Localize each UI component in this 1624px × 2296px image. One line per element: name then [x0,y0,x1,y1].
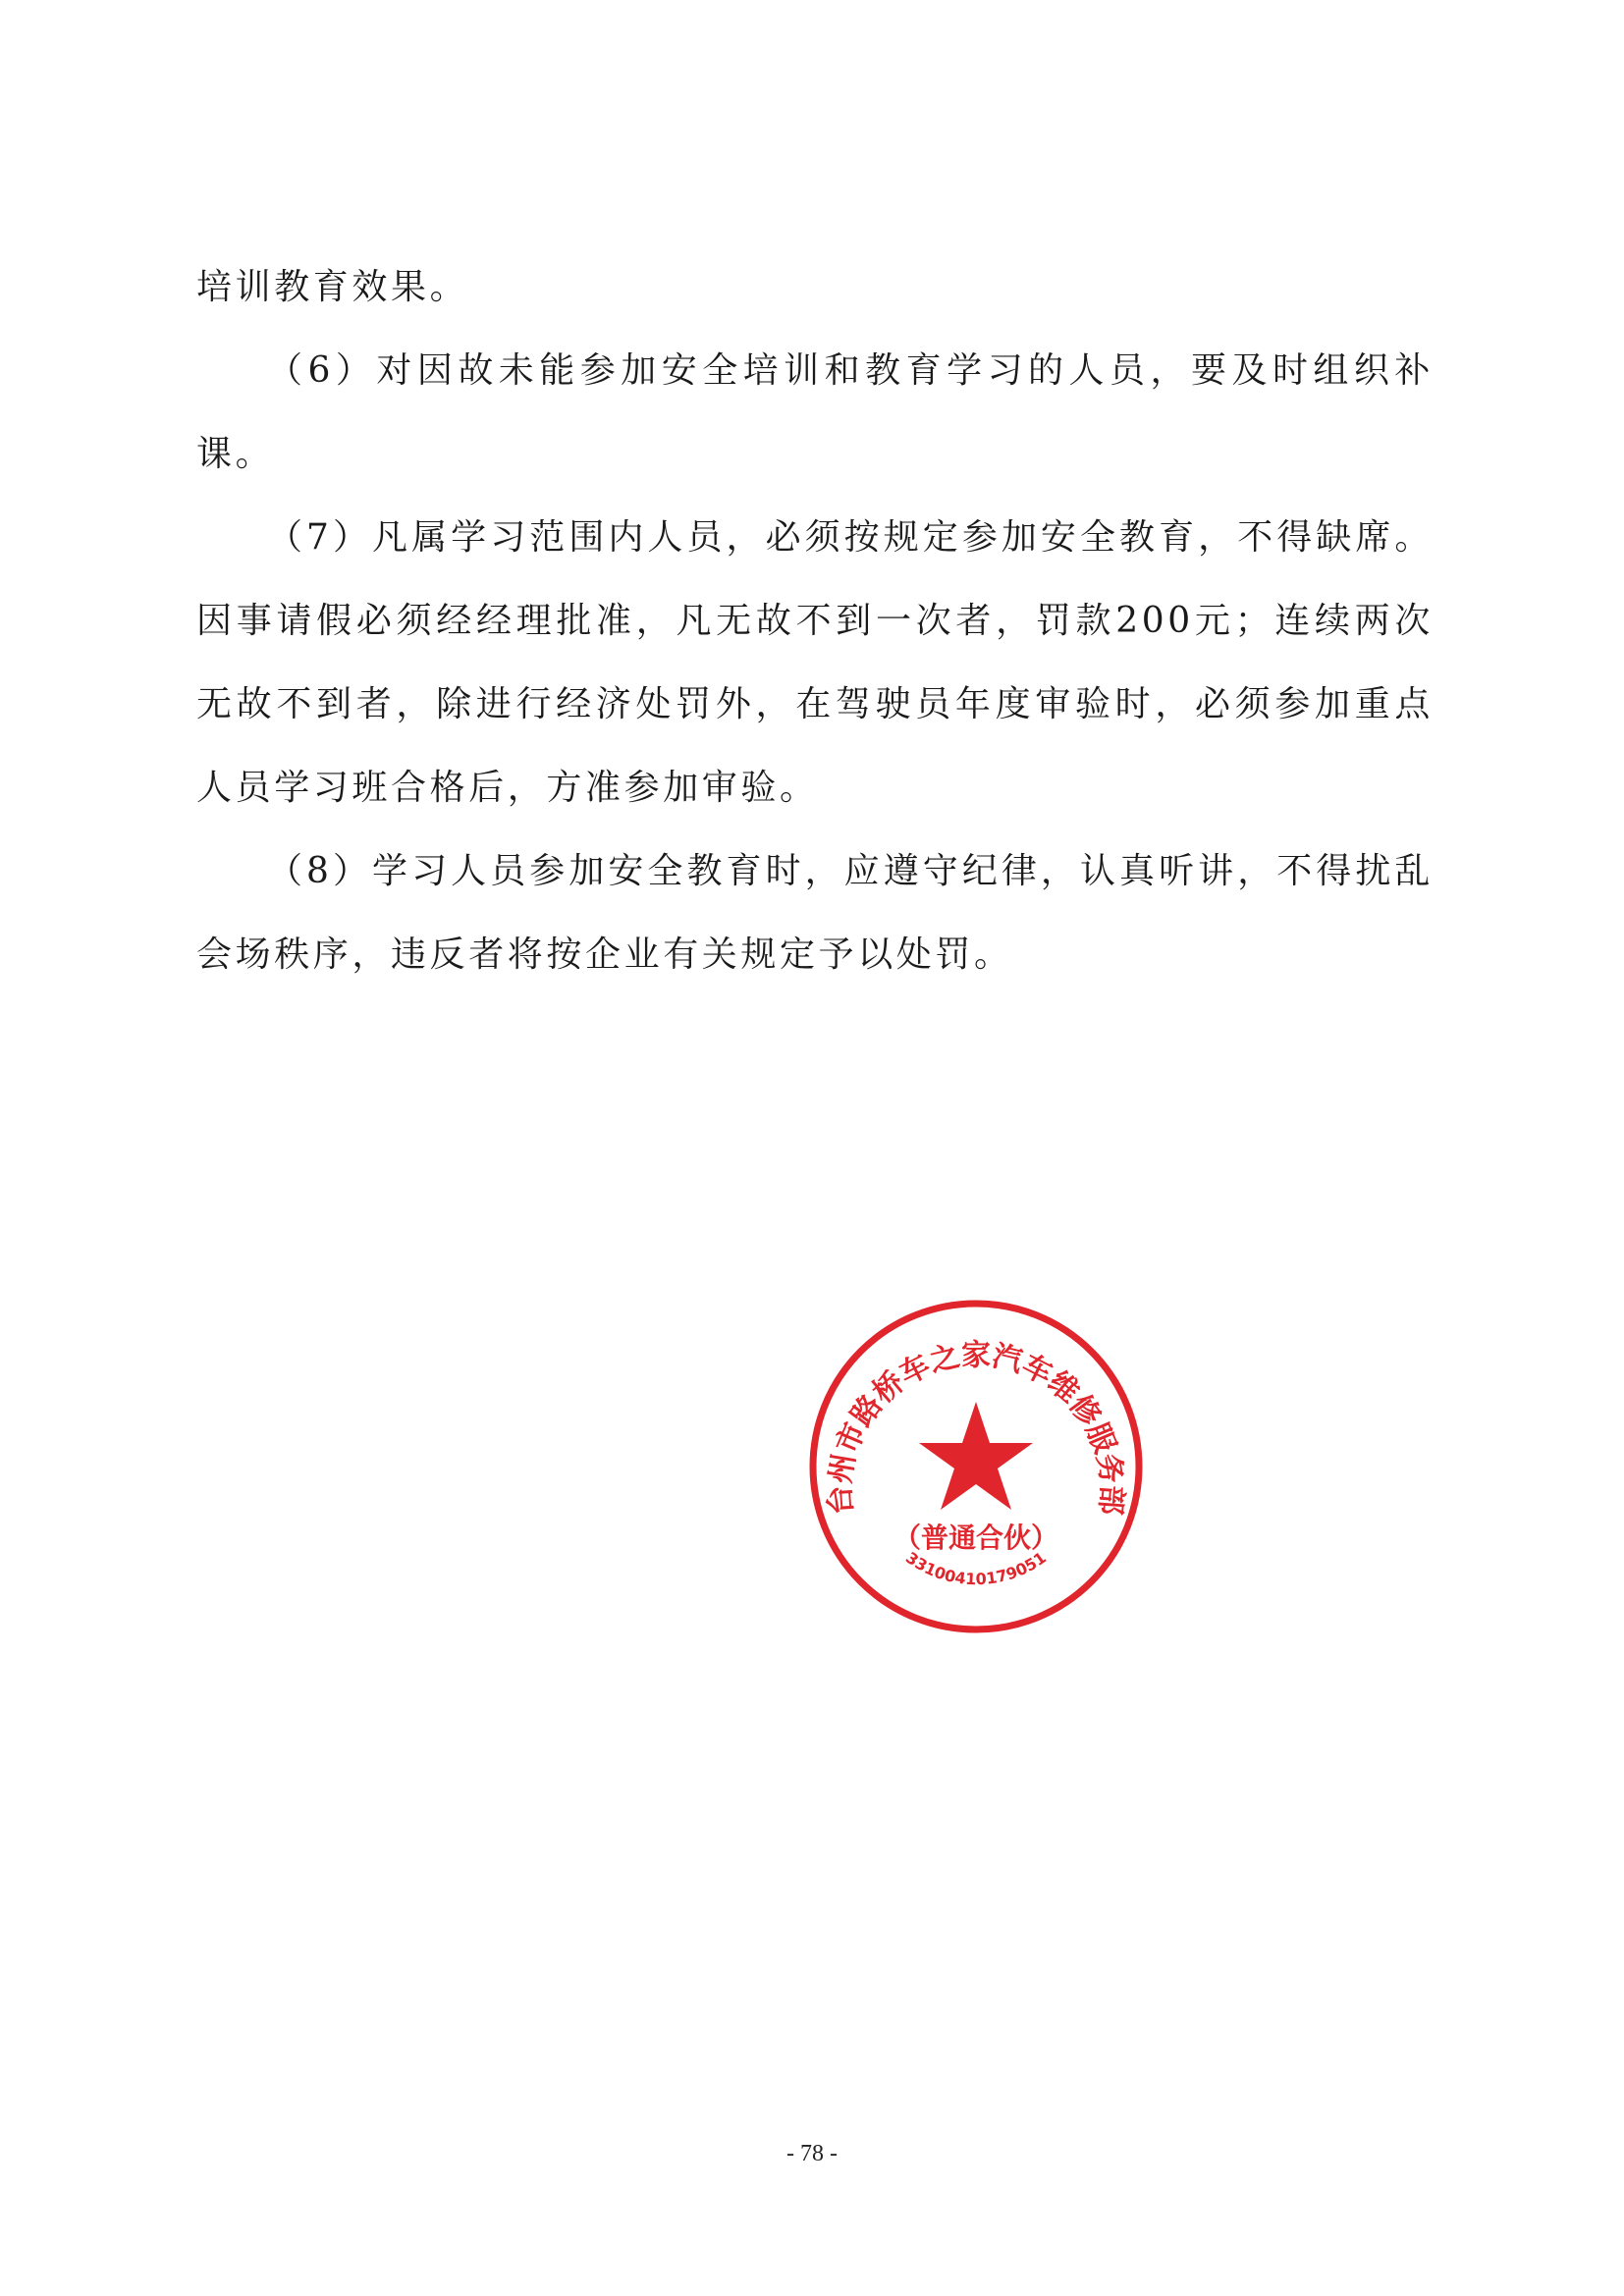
paragraph-item-7: （7）凡属学习范围内人员，必须按规定参加安全教育，不得缺席。因事请假必须经经理批准，凡无故不到一次者，罚款200元；连续两次无故不到者，除进行经济处罚外，在驾驶员年度审验时，必须参加重点人员学习班合格后，方准参加审验。 [196,517,1434,808]
seal-number: 3310041017905​1 [902,1548,1050,1589]
seal-partnership-type: （普通合伙） [893,1522,1059,1554]
page-number: - 78 - [786,2141,838,2166]
seal-star-icon [919,1402,1033,1510]
paragraph-continuation: 培训教育效果。 [196,267,469,307]
body-text [196,245,1434,996]
company-seal [803,1294,1149,1639]
paragraph-item-8: （8）学习人员参加安全教育时，应遵守纪律，认真听讲，不得扰乱会场秩序，违反者将按企业有关规定予以处罚。 [196,851,1434,975]
seal-company-name: 台州市路桥车之家汽车维修服务部 [823,1338,1129,1517]
paragraph-item-6: （6）对因故未能参加安全培训和教育学习的人员，要及时组织补课。 [196,350,1434,474]
